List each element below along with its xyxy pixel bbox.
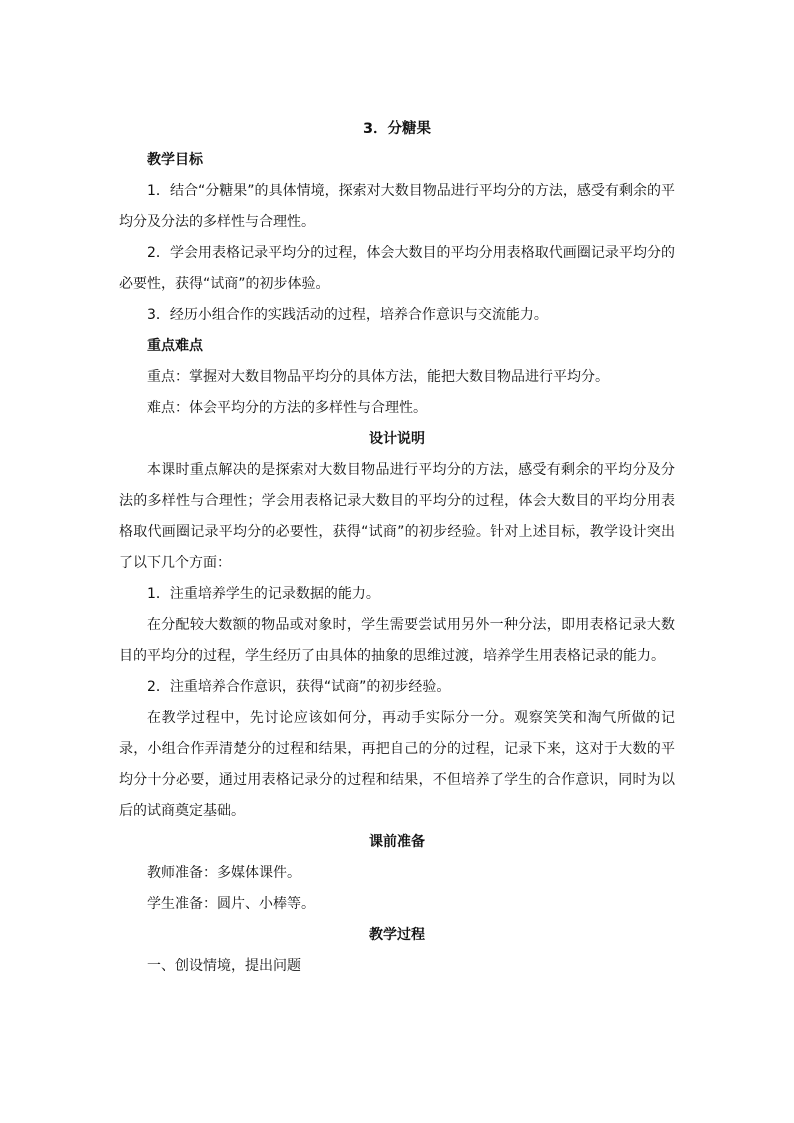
process-step-1: 一、创设情境，提出问题 xyxy=(147,958,301,974)
document-body xyxy=(119,114,675,982)
student-preparation: 学生准备：圆片、小棒等。 xyxy=(147,896,315,912)
goal-item-3: 3．经历小组合作的实践活动的过程，培养合作意识与交流能力。 xyxy=(147,307,548,323)
design-intro: 本课时重点解决的是探索对大数目物品进行平均分的方法，感受有剩余的平均分及分法的多样性与合理性；学会用表格记录大数目的平均分的过程，体会大数目的平均分用表格取代画圈记录平均分的必要性，获得“试商”的初步经验。针对上述目标，教学设计突出了以下几个方面： xyxy=(119,462,675,571)
teaching-process-heading: 教学过程 xyxy=(369,927,425,943)
teacher-preparation: 教师准备：多媒体课件。 xyxy=(147,865,301,881)
design-notes-heading: 设计说明 xyxy=(369,431,425,447)
key-points-heading: 重点难点 xyxy=(147,338,203,354)
design-point-2-title: 2．注重培养合作意识，获得“试商”的初步经验。 xyxy=(147,679,451,695)
teaching-goals-heading: 教学目标 xyxy=(147,152,203,168)
difficulty-text: 难点：体会平均分的方法的多样性与合理性。 xyxy=(147,400,427,416)
design-point-1-body: 在分配较大数额的物品或对象时，学生需要尝试用另外一种分法，即用表格记录大数目的平均分的过程，学生经历了由具体的抽象的思维过渡，培养学生用表格记录的能力。 xyxy=(119,617,675,664)
preparation-heading: 课前准备 xyxy=(369,834,425,850)
goal-item-2: 2．学会用表格记录平均分的过程，体会大数目的平均分用表格取代画圈记录平均分的必要性，获得“试商”的初步体验。 xyxy=(119,245,675,292)
goal-item-1: 1．结合“分糖果”的具体情境，探索对大数目物品进行平均分的方法，感受有剩余的平均分及分法的多样性与合理性。 xyxy=(119,183,675,230)
lesson-title: 3．分糖果 xyxy=(362,121,432,137)
design-point-1-title: 1．注重培养学生的记录数据的能力。 xyxy=(147,586,380,602)
design-point-2-body: 在教学过程中，先讨论应该如何分，再动手实际分一分。观察笑笑和淘气所做的记录，小组合作弄清楚分的过程和结果，再把自己的分的过程，记录下来，这对于大数的平均分十分必要，通过用表格记录分的过程和结果，不但培养了学生的合作意识，同时为以后的试商奠定基础。 xyxy=(119,710,675,819)
key-point-text: 重点：掌握对大数目物品平均分的具体方法，能把大数目物品进行平均分。 xyxy=(147,369,609,385)
